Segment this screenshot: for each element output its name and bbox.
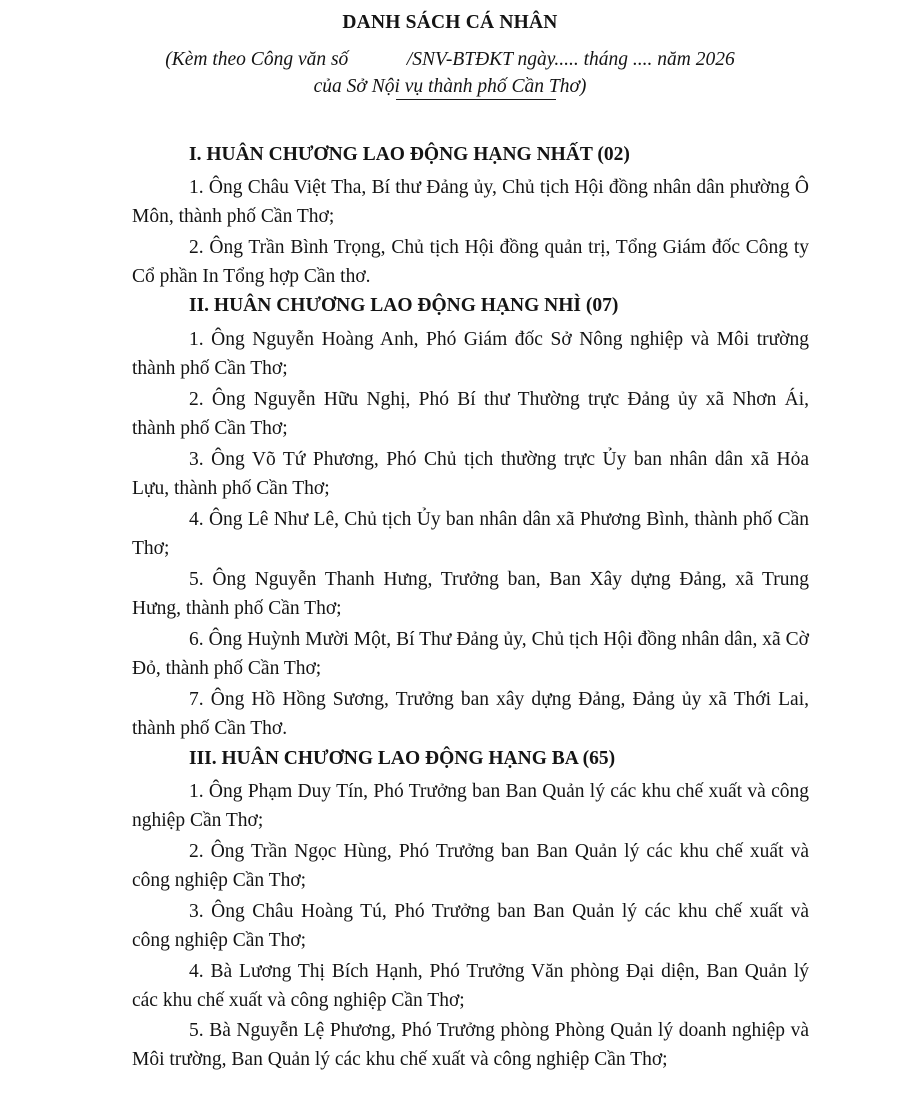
list-item: 1. Ông Phạm Duy Tín, Phó Trưởng ban Ban Quản lý các khu chế xuất và công nghiệp Cần Thơ; (132, 781, 809, 831)
list-item: 3. Ông Võ Tứ Phương, Phó Chủ tịch thường trực Ủy ban nhân dân xã Hỏa Lựu, thành phố Cần Thơ; (132, 449, 809, 499)
list-item: 2. Ông Trần Ngọc Hùng, Phó Trưởng ban Ban Quản lý các khu chế xuất và công nghiệp Cần Thơ; (132, 841, 809, 891)
list-item: 7. Ông Hồ Hồng Sương, Trưởng ban xây dựng Đảng, Đảng ủy xã Thới Lai, thành phố Cần Thơ. (132, 689, 809, 739)
section-heading-3: III. HUÂN CHƯƠNG LAO ĐỘNG HẠNG BA (65) (189, 748, 616, 769)
document-subtitle-line-1: (Kèm theo Công văn số /SNV-BTĐKT ngày..... tháng .... năm 2026 (165, 49, 735, 70)
list-item: 1. Ông Châu Việt Tha, Bí thư Đảng ủy, Chủ tịch Hội đồng nhân dân phường Ô Môn, thành phố Cần Thơ; (132, 177, 809, 227)
list-item: 5. Ông Nguyễn Thanh Hưng, Trưởng ban, Ban Xây dựng Đảng, xã Trung Hưng, thành phố Cần Thơ; (132, 569, 809, 619)
section-heading-2: II. HUÂN CHƯƠNG LAO ĐỘNG HẠNG NHÌ (07) (189, 295, 619, 316)
list-item: 4. Bà Lương Thị Bích Hạnh, Phó Trưởng Văn phòng Đại diện, Ban Quản lý các khu chế xuất và công nghiệp Cần Thơ; (132, 961, 809, 1011)
list-item: 6. Ông Huỳnh Mười Một, Bí Thư Đảng ủy, Chủ tịch Hội đồng nhân dân, xã Cờ Đỏ, thành phố Cần Thơ; (132, 629, 809, 679)
list-item: 5. Bà Nguyễn Lệ Phương, Phó Trưởng phòng Phòng Quản lý doanh nghiệp và Môi trường, Ban Quản lý các khu chế xuất và công nghiệp Cần Thơ; (132, 1020, 809, 1070)
subtitle-underline (396, 99, 556, 100)
list-item: 1. Ông Nguyễn Hoàng Anh, Phó Giám đốc Sở Nông nghiệp và Môi trường thành phố Cần Thơ; (132, 329, 809, 379)
list-item: 4. Ông Lê Như Lê, Chủ tịch Ủy ban nhân dân xã Phương Bình, thành phố Cần Thơ; (132, 509, 809, 559)
document-subtitle-line-2: của Sở Nội vụ thành phố Cần Thơ) (313, 76, 587, 97)
list-item: 2. Ông Trần Bình Trọng, Chủ tịch Hội đồng quản trị, Tổng Giám đốc Công ty Cổ phần In Tổng hợp Cần thơ. (132, 237, 809, 287)
list-item: 2. Ông Nguyễn Hữu Nghị, Phó Bí thư Thường trực Đảng ủy xã Nhơn Ái, thành phố Cần Thơ; (132, 389, 809, 439)
document-title: DANH SÁCH CÁ NHÂN (342, 12, 558, 33)
section-heading-1: I. HUÂN CHƯƠNG LAO ĐỘNG HẠNG NHẤT (02) (189, 144, 630, 165)
list-item: 3. Ông Châu Hoàng Tú, Phó Trưởng ban Ban Quản lý các khu chế xuất và công nghiệp Cần Thơ; (132, 901, 809, 951)
